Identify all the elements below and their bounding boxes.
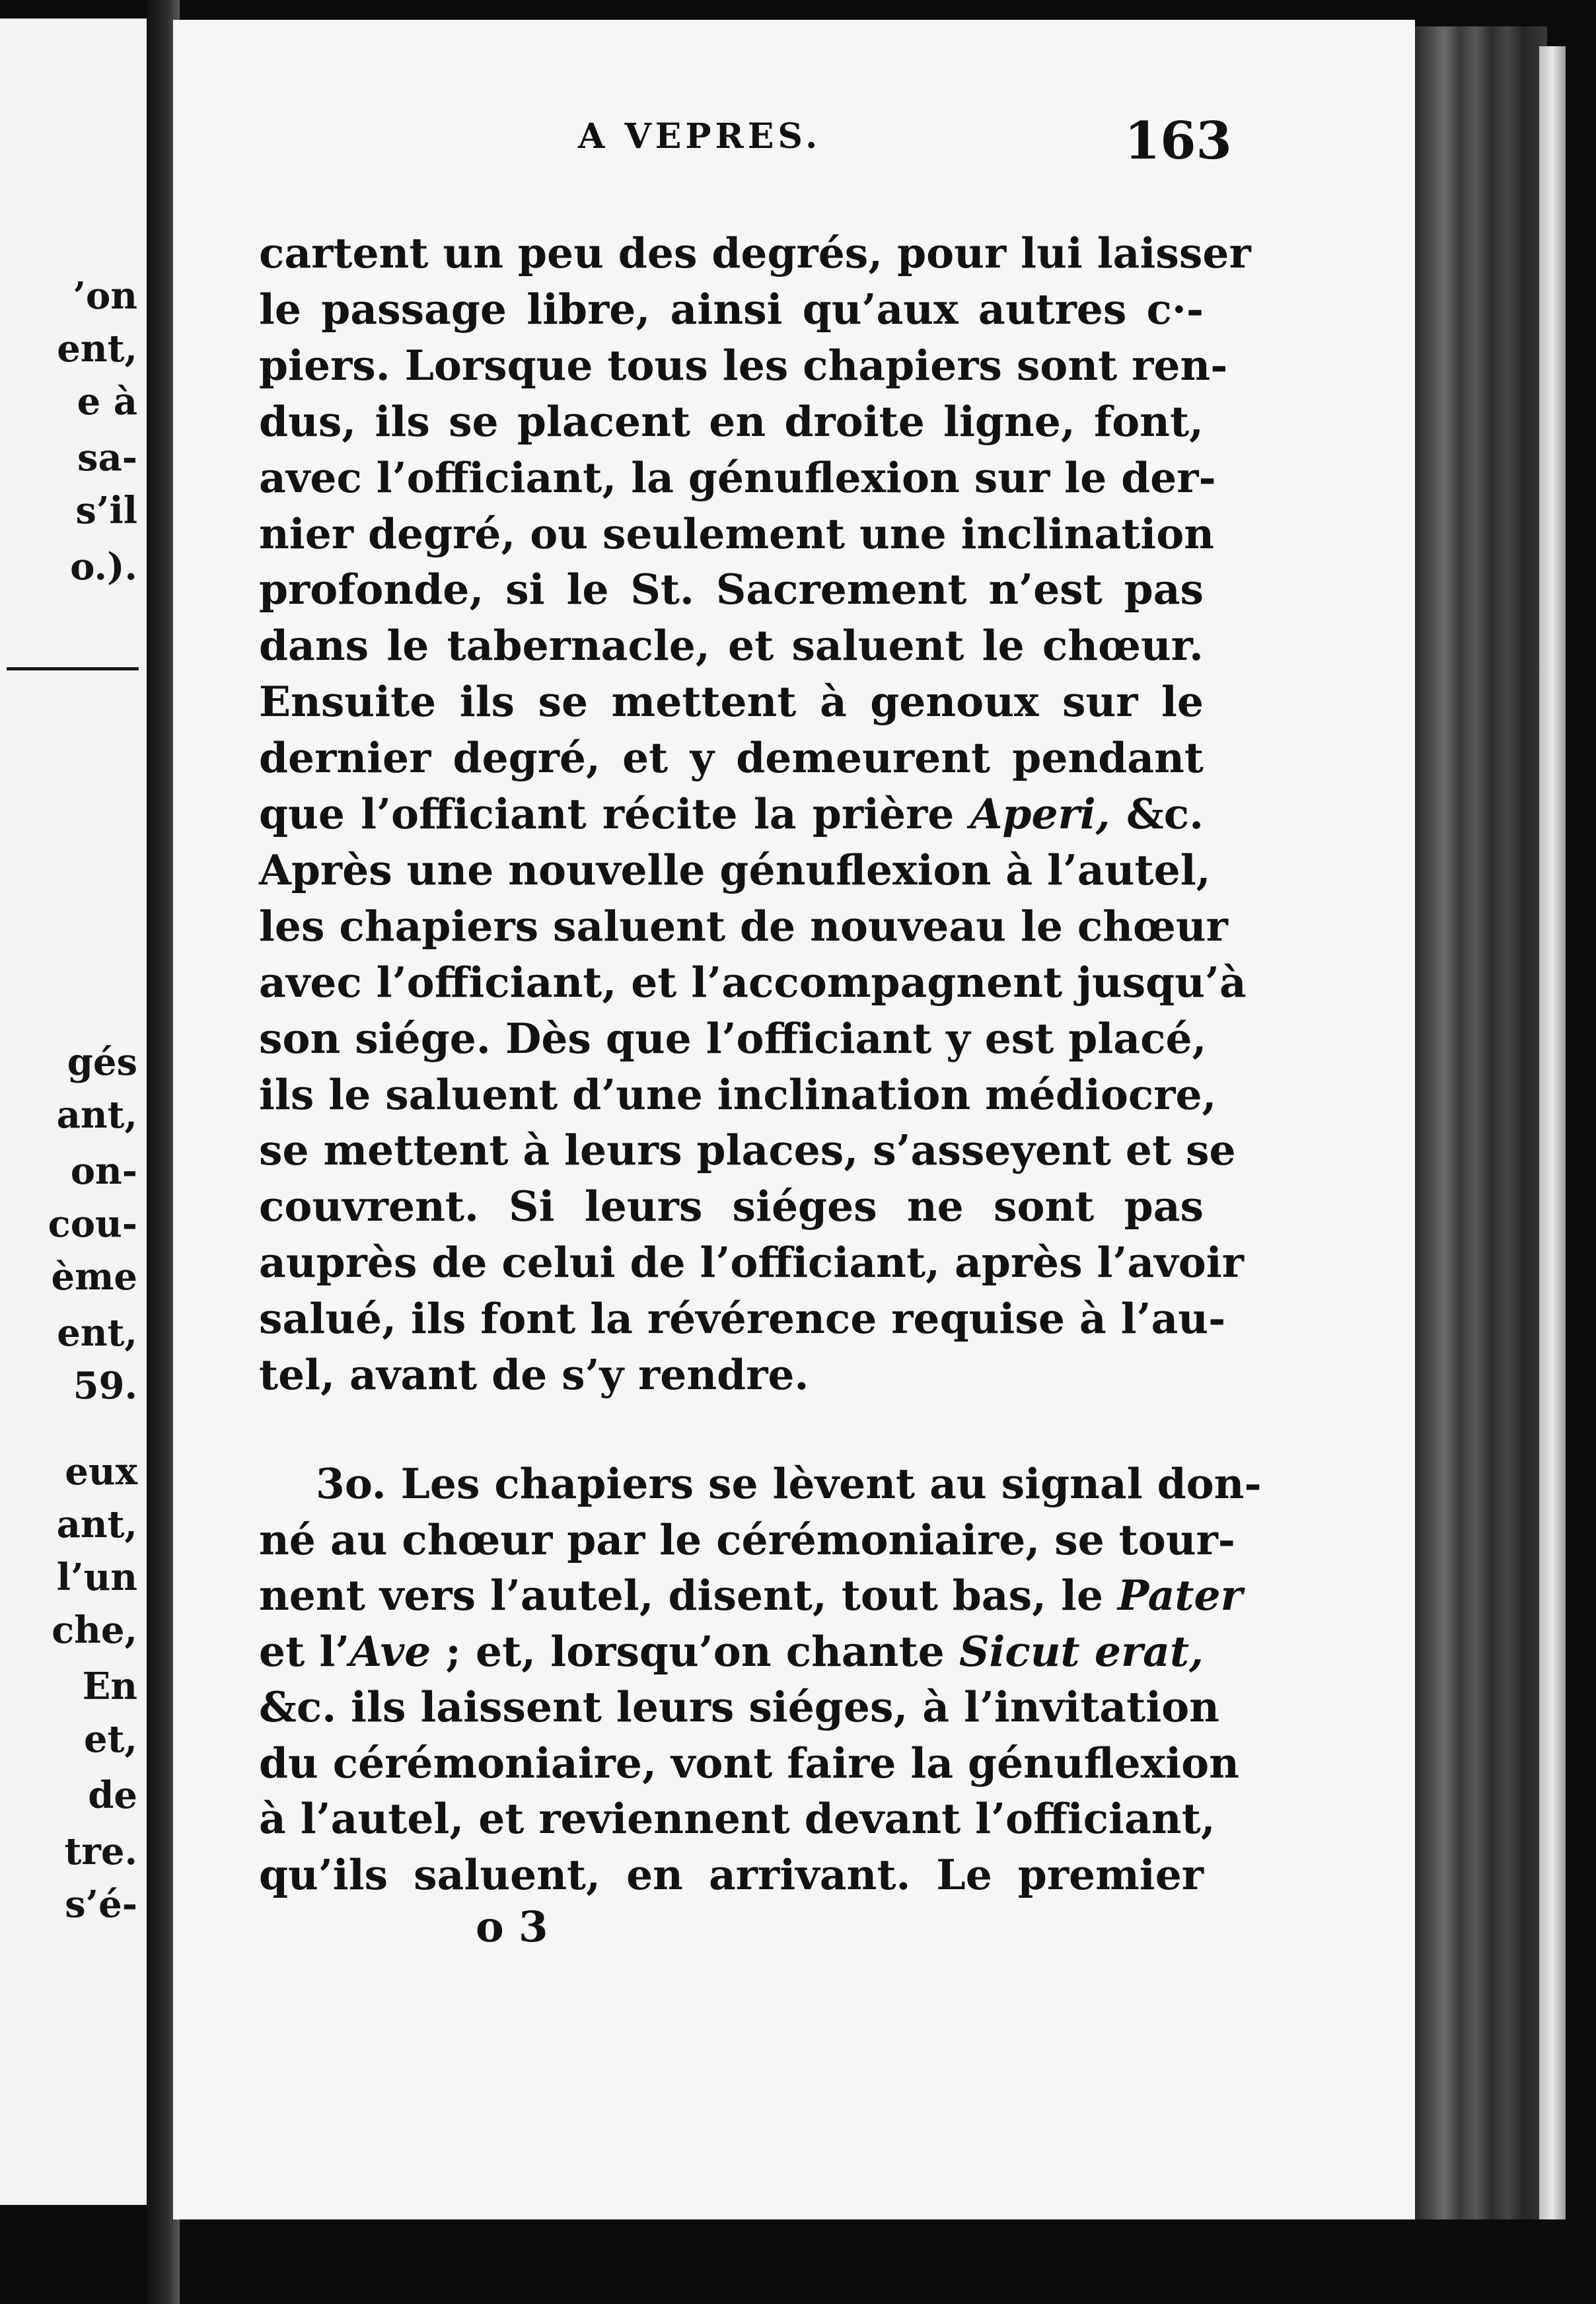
text-line: couvrent. Si leurs siéges ne sont pas bbox=[259, 1182, 1204, 1231]
text-line: 3o. Les chapiers se lèvent au signal don- bbox=[316, 1459, 1262, 1508]
running-head: A VEPRES. bbox=[578, 116, 822, 157]
text-line: salué, ils font la révérence requise à l’au- bbox=[259, 1294, 1226, 1343]
cover-edge bbox=[1539, 46, 1566, 2219]
facing-page-line: ent, bbox=[57, 327, 137, 371]
text-line: nent vers l’autel, disent, tout bas, le Pater bbox=[259, 1571, 1243, 1620]
facing-page-rule bbox=[7, 667, 139, 670]
text-line: que l’officiant récite la prière Aperi, &c. bbox=[259, 789, 1204, 838]
facing-page-line: e à bbox=[77, 380, 137, 423]
text-line: piers. Lorsque tous les chapiers sont ren- bbox=[259, 341, 1228, 390]
text-line: le passage libre, ainsi qu’aux autres c·- bbox=[259, 285, 1204, 334]
facing-page-line: s’é- bbox=[65, 1883, 137, 1926]
text-line: nier degré, ou seulement une inclination bbox=[259, 509, 1215, 558]
text-line: ils le saluent d’une inclination médiocre, bbox=[259, 1070, 1217, 1119]
page-number: 163 bbox=[1124, 111, 1232, 171]
text-line: et l’Ave ; et, lorsqu’on chante Sicut erat, bbox=[259, 1627, 1204, 1676]
text-line: Après une nouvelle génuflexion à l’autel, bbox=[259, 846, 1211, 894]
text-line: qu’ils saluent, en arrivant. Le premier bbox=[259, 1850, 1204, 1899]
page-edges bbox=[1415, 26, 1547, 2219]
text-line: avec l’officiant, la génuflexion sur le der- bbox=[259, 453, 1216, 502]
facing-page-line: de bbox=[88, 1774, 137, 1817]
facing-page-line: on- bbox=[70, 1149, 137, 1193]
text-line: Ensuite ils se mettent à genoux sur le bbox=[259, 677, 1204, 726]
text-line: dus, ils se placent en droite ligne, font, bbox=[259, 397, 1204, 446]
facing-page-line: ant, bbox=[56, 1503, 137, 1546]
text-line: du cérémoniaire, vont faire la génuflexion bbox=[259, 1739, 1239, 1787]
facing-page-line: tre. bbox=[64, 1830, 137, 1873]
facing-page-line: ème bbox=[51, 1255, 137, 1299]
text-line: dernier degré, et y demeurent pendant bbox=[259, 733, 1204, 782]
text-line: auprès de celui de l’officiant, après l’avoir bbox=[259, 1238, 1244, 1287]
facing-page-line: En bbox=[82, 1665, 137, 1708]
signature-mark: o 3 bbox=[476, 1902, 548, 1952]
text-line: tel, avant de s’y rendre. bbox=[259, 1350, 809, 1399]
text-line: son siége. Dès que l’officiant y est placé, bbox=[259, 1014, 1207, 1063]
facing-page-line: ent, bbox=[57, 1311, 137, 1355]
text-line: à l’autel, et reviennent devant l’officiant, bbox=[259, 1794, 1215, 1843]
facing-page-line: 59. bbox=[73, 1364, 137, 1408]
facing-page-line: cou- bbox=[48, 1202, 137, 1246]
text-line: né au chœur par le cérémoniaire, se tour- bbox=[259, 1515, 1235, 1564]
facing-page-line: ’on bbox=[73, 274, 137, 318]
text-line: cartent un peu des degrés, pour lui laisser bbox=[259, 229, 1251, 277]
text-line: les chapiers saluent de nouveau le chœur bbox=[259, 902, 1228, 951]
facing-page-line: ant, bbox=[56, 1093, 137, 1137]
text-line: avec l’officiant, et l’accompagnent jusqu’à bbox=[259, 958, 1247, 1007]
facing-page-line: sa- bbox=[77, 436, 137, 480]
facing-page-line: et, bbox=[84, 1717, 137, 1761]
facing-page-line: s’il bbox=[75, 489, 137, 532]
facing-page-line: che, bbox=[52, 1608, 137, 1652]
facing-page-line: gés bbox=[67, 1040, 137, 1084]
facing-page-line: l’un bbox=[56, 1556, 137, 1599]
facing-page-line: eux bbox=[65, 1450, 137, 1494]
text-line: se mettent à leurs places, s’asseyent et se bbox=[259, 1126, 1236, 1174]
facing-page-left bbox=[0, 18, 147, 2205]
text-line: &c. ils laissent leurs siéges, à l’invitation bbox=[259, 1682, 1219, 1731]
text-line: profonde, si le St. Sacrement n’est pas bbox=[259, 565, 1204, 614]
facing-page-line: o.). bbox=[70, 545, 137, 589]
text-line: dans le tabernacle, et saluent le chœur. bbox=[259, 621, 1204, 670]
